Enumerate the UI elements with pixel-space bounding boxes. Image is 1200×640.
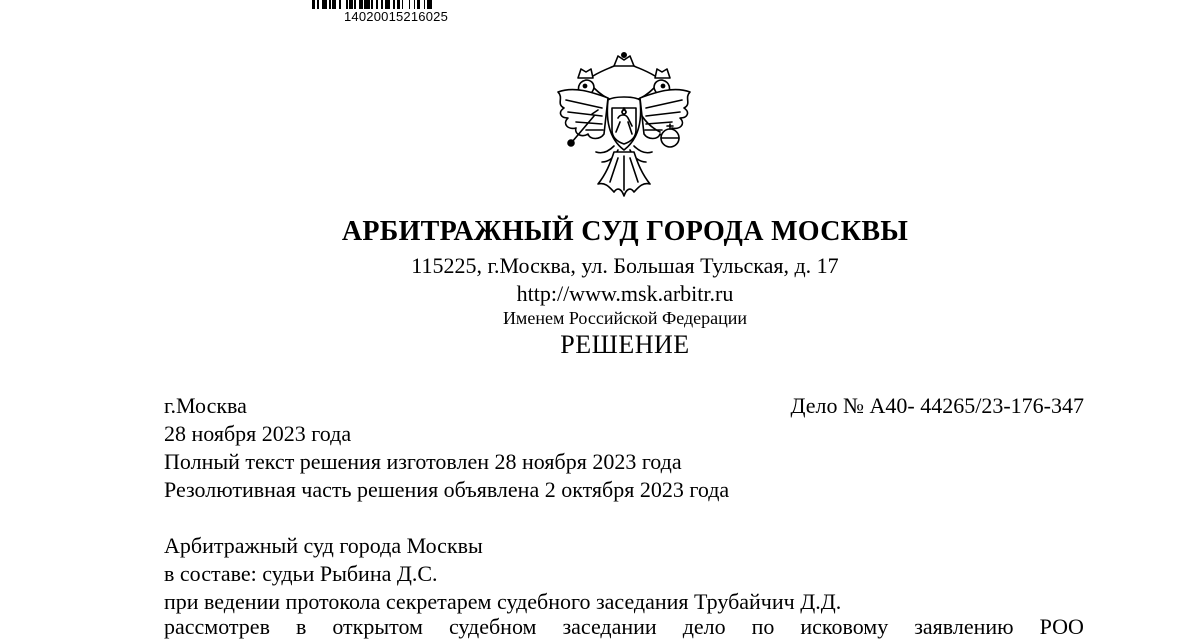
operative-part-date: Резолютивная часть решения объявлена 2 октября 2023 года	[164, 477, 730, 502]
claim-word: дело	[682, 614, 726, 639]
composition-line: в составе: судьи Рыбина Д.С.	[164, 561, 438, 586]
court-website: http://www.msk.arbitr.ru	[516, 281, 734, 306]
claim-word: РОО	[1039, 614, 1084, 639]
claim-line-partial	[164, 614, 1084, 640]
claim-word: судебном	[448, 614, 537, 639]
barcode-number: 14020015216025	[343, 9, 449, 24]
claim-word: по	[751, 614, 775, 639]
court-address: 115225, г.Москва, ул. Большая Тульская, д. 17	[411, 253, 839, 278]
case-number: Дело № А40- 44265/23-176-347	[790, 393, 1084, 418]
decision-date: 28 ноября 2023 года	[164, 421, 352, 446]
double-headed-eagle-icon	[548, 52, 700, 198]
claim-word: исковому	[800, 614, 889, 639]
barcode	[312, 0, 480, 9]
document-type: РЕШЕНИЕ	[560, 330, 690, 359]
claim-word: заседании	[562, 614, 657, 639]
full-text-date: Полный текст решения изготовлен 28 ноября 2023 года	[164, 449, 682, 474]
claim-word: открытом	[332, 614, 423, 639]
secretary-line: при ведении протокола секретарем судебного заседания Трубайчич Д.Д.	[164, 589, 842, 614]
decision-city: г.Москва	[164, 393, 247, 418]
decision-preamble: Именем Российской Федерации	[502, 308, 748, 328]
court-line: Арбитражный суд города Москвы	[164, 533, 483, 558]
claim-word: заявлению	[914, 614, 1014, 639]
claim-word: рассмотрев	[164, 614, 270, 639]
court-name: АРБИТРАЖНЫЙ СУД ГОРОДА МОСКВЫ	[341, 216, 909, 247]
claim-word: в	[295, 614, 307, 639]
